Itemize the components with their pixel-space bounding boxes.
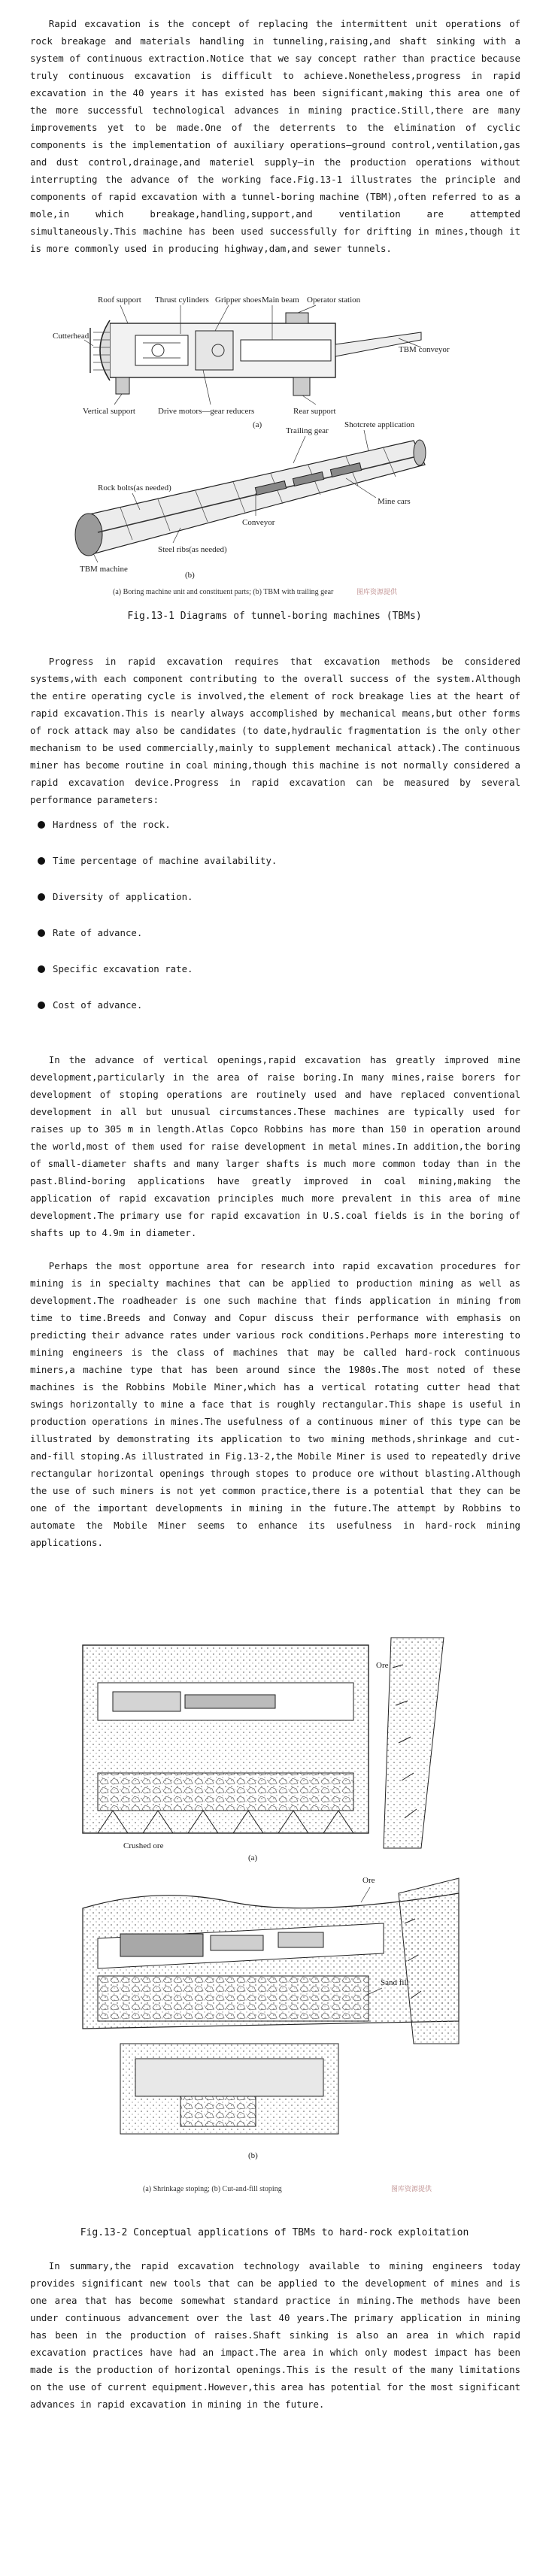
- label-ore-b: Ore: [362, 1876, 375, 1885]
- paragraph-vertical: In the advance of vertical openings,rapid excavation has greatly improved mine development,particularly in the area of raise boring.In many mines,raise borers for development of stoping operations are routinely used and have replaced conventional development in all but unusual circumstances.These machines are typically used for raises up to 305 m in length.Atlas Copco Robbins has more than 150 in operation around the world,most of them used for raise development in metal mines.In addition,the boring of small-diameter shafts and many larger shafts is much more common today than in the past.Blind-boring applications have greatly improved in coal mining,making the application of rapid excavation principles much more prevalent in this area of mine development.The primary use for rapid excavation in U.S.coal fields is in the boring of shafts up to 4.9m in diameter.: [30, 1054, 520, 1238]
- bullet-icon: [38, 1002, 45, 1009]
- list-item: Diversity of application.: [30, 889, 520, 925]
- label-steel-ribs: Steel ribs(as needed): [158, 545, 227, 554]
- paragraph-intro: Rapid excavation is the concept of replacing the intermittent unit operations of rock breakage and materials handling in tunneling,raising,and shaft sinking with a system of continuous extraction.Notice that we say concept rather than practice because truly continuous excavation is difficult to achieve.Nonetheless,progress in rapid excavation in the 40 years it has existed has been significant,making this area one of the more successful technological advances in mining practice.Still,there are many improvements yet to be made.One of the deterrents to the elimination of cyclic components is the implementation of auxiliary operations—ground control,ventilation,gas and dust control,drainage,and materiel supply—in the production operations without interrupting the advance of the working face.Fig.13-1 illustrates the principle and components of rapid excavation with a tunnel-boring machine (TBM),often referred to as a mole,in which breakage,handling,support,and ventilation are attempted simultaneously.This machine has been used successfully for drifting in mines,though it is more commonly used in producing highway,dam,and sewer tunnels.: [30, 18, 520, 254]
- label-trailing-gear: Trailing gear: [286, 426, 329, 435]
- bullet-icon: [38, 857, 45, 865]
- label-shotcrete: Shotcrete application: [344, 420, 415, 429]
- shrinkage-stoping-view: [83, 1638, 444, 1848]
- panel-b-label: (b): [185, 571, 195, 580]
- label-roof-support: Roof support: [98, 295, 141, 305]
- list-item: Cost of advance.: [30, 997, 520, 1033]
- figure-13-1-watermark: 图库资源提供: [356, 589, 398, 596]
- panel-b-label: (b): [248, 2151, 258, 2160]
- label-tbm-conveyor: TBM conveyor: [399, 345, 450, 354]
- bullet-icon: [38, 893, 45, 901]
- label-crushed-ore: Crushed ore: [123, 1841, 164, 1850]
- paragraph-research: Perhaps the most opportune area for research into rapid excavation procedures for mining is in specialty machines that can be applied to production mining as well as development.The roadheader is one such machine that finds application in mining from time to time.Breeds and Conway and Copur discuss their performance with emphasis on predicting their advance rates under various rock conditions.Perhaps more interesting to mining engineers is the class of machines that may be called hard-rock continuous miners,a machine type that has been around since the 1980s.The most noted of these machines is the Robbins Mobile Miner,which has a vertical rotating cutter head that swings horizontally to mine a face that is roughly rectangular.This shape is useful in production operations in mines.The usefulness of a continuous miner of this type can be illustrated by demonstrating its application to two mining methods,shrinkage and cut-and-fill stoping.As illustrated in Fig.13-2,the Mobile Miner is used to repeatedly drive rectangular horizontal openings through stopes to produce ore without blasting.Although the use of such miners is not yet common practice,there is a potential that they can be one of the important developments in mining in the future.The attempt by Robbins to automate the Mobile Miner seems to enhance its usefulness in hard-rock mining applications.: [30, 1260, 520, 1548]
- figure-13-1: [53, 290, 481, 600]
- list-item: Hardness of the rock.: [30, 817, 520, 853]
- label-sand-fill: Sand fill: [381, 1978, 409, 1987]
- tbm-side-view: [90, 313, 421, 395]
- figure-13-2: [68, 1623, 481, 2209]
- label-drive-motors: Drive motors—gear reducers: [158, 407, 255, 416]
- bullet-icon: [38, 821, 45, 829]
- label-rear-support: Rear support: [293, 407, 336, 416]
- label-gripper-shoes: Gripper shoes: [215, 295, 262, 305]
- label-tbm-machine: TBM machine: [80, 565, 128, 574]
- list-item: Time percentage of machine availability.: [30, 853, 520, 889]
- panel-a-label: (a): [253, 420, 262, 429]
- bullet-icon: [38, 965, 45, 973]
- label-main-beam: Main beam: [262, 295, 299, 305]
- paragraph-summary: In summary,the rapid excavation technology available to mining engineers today provides significant new tools that can be applied to the development of mines and is one area that has become somewhat standard practice in mining.The methods have been under continuous advancement over the last 40 years.The primary application in mining has been in the production of raises.Shaft sinking is also an area in which rapid excavation practices have had an impact.The area in which only modest impact has been made is the production of horizontal openings.This is the result of the many limitations on the use of current equipment.However,this area has potential for the most significant advances in rapid excavation in mining in the future.: [30, 2260, 520, 2410]
- label-cutterhead: Cutterhead: [53, 332, 89, 341]
- list-item: Rate of advance.: [30, 925, 520, 961]
- figure-13-2-caption: Fig.13-2 Conceptual applications of TBMs to hard-rock exploitation: [80, 2227, 469, 2238]
- bullet-icon: [38, 929, 45, 937]
- label-mine-cars: Mine cars: [378, 497, 411, 506]
- label-ore-a: Ore: [376, 1661, 389, 1670]
- label-rock-bolts: Rock bolts(as needed): [98, 483, 171, 492]
- figure-13-2-watermark: 图库资源提供: [391, 2186, 432, 2193]
- figure-13-1-subcaption: (a) Boring machine unit and constituent parts; (b) TBM with trailing gear: [113, 588, 334, 596]
- label-thrust-cylinders: Thrust cylinders: [155, 295, 209, 305]
- label-operator-station: Operator station: [307, 295, 361, 305]
- paragraph-progress: Progress in rapid excavation requires that excavation methods be considered systems,with each component contributing to the overall success of the system.Although the entire operating cycle is involved,the element of rock breakage lies at the heart of rapid excavation.This is nearly always accomplished by mechanical means,but other forms of rock attack may also be candidates (to date,hydraulic fragmentation is the only other mechanism to be used commercially,mainly to supplement mechanical attack).The continuous miner has become routine in coal mining,though this machine is not normally considered a rapid excavation device.Progress in rapid excavation can be measured by several performance parameters:: [30, 656, 520, 805]
- cut-and-fill-stoping-view: [83, 1878, 459, 2134]
- tbm-tunnel-view: [75, 440, 426, 556]
- figure-13-1-caption: Fig.13-1 Diagrams of tunnel-boring machines (TBMs): [127, 611, 422, 622]
- label-conveyor: Conveyor: [242, 518, 275, 527]
- label-vertical-support: Vertical support: [83, 407, 135, 416]
- panel-a-label: (a): [248, 1853, 258, 1862]
- parameter-list: [30, 817, 520, 1033]
- figure-13-2-subcaption: (a) Shrinkage stoping; (b) Cut-and-fill stoping: [143, 2185, 282, 2193]
- list-item: Specific excavation rate.: [30, 961, 520, 997]
